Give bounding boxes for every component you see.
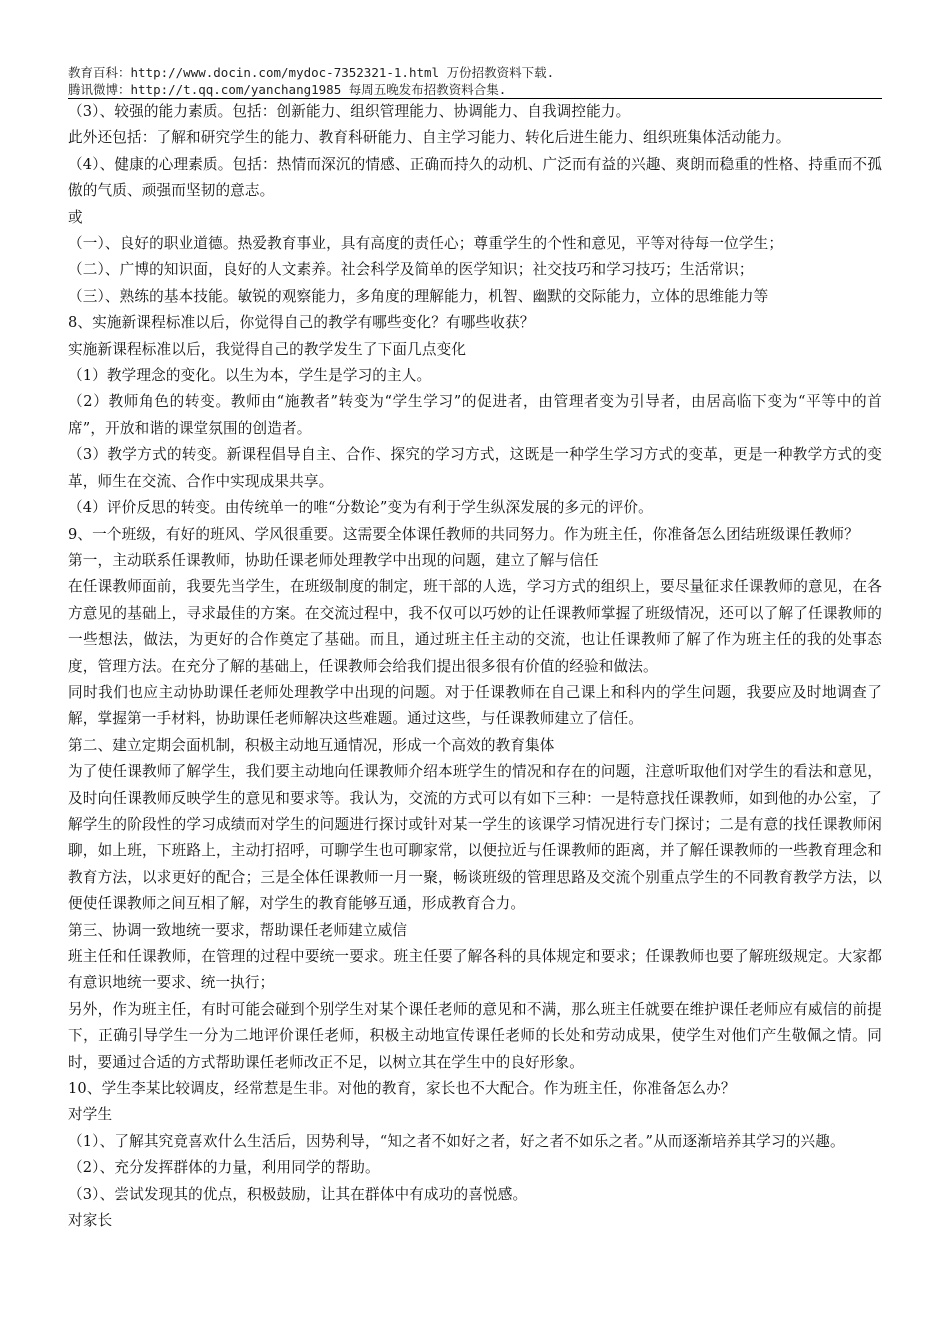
section-heading: 第二、建立定期会面机制，积极主动地互通情况，形成一个高效的教育集体 (68, 736, 555, 754)
paragraph: 同时我们也应主动协助课任老师处理教学中出现的问题。对于任课教师在自己课上和科内的学生问题，我要应及时地调查了解，掌握第一手材料，协助课任老师解决这些难题。通过这些，与任课教师建立了信任。 (68, 683, 882, 728)
paragraph: 此外还包括：了解和研究学生的能力、教育科研能力、自主学习能力、转化后进生能力、组织班集体活动能力。 (68, 129, 791, 147)
paragraph: 对家长 (68, 1212, 113, 1230)
paragraph: 在任课教师面前，我要先当学生，在班级制度的制定，班干部的人选，学习方式的组织上，要尽量征求任课教师的意见，在各方意见的基础上，寻求最佳的方案。在交流过程中，我不仅可以巧妙的让任课教师掌握了班级情况，还可以了解了任课教师的一些想法，做法，为更好的合作奠定了基础。而且，通过班主任主动的交流，也让任课教师了解了作为班主任的我的处事态度，管理方法。在充分了解的基础上，任课教师会给我们提出很多很有价值的经验和做法。 (68, 578, 882, 675)
document-body (68, 99, 882, 1234)
question-heading: 9、一个班级，有好的班风、学风很重要。这需要全体课任教师的共同努力。作为班主任，你准备怎么团结班级课任教师？ (68, 525, 859, 543)
paragraph: 另外，作为班主任，有时可能会碰到个别学生对某个课任老师的意见和不满，那么班主任就要在维护课任老师应有威信的前提下，正确引导学生一分为二地评价课任老师，积极主动地宣传课任老师的长处和劳动成果，使学生对他们产生敬佩之情。同时，要通过合适的方式帮助课任老师改正不足，以树立其在学生中的良好形象。 (68, 1000, 882, 1071)
question-heading: 8、实施新课程标准以后，你觉得自己的教学有哪些变化？有哪些收获？ (68, 314, 535, 332)
paragraph: （3）教学方式的转变。新课程倡导自主、合作、探究的学习方式，这既是一种学生学习方式的变革，更是一种教学方式的变革，师生在交流、合作中实现成果共享。 (68, 446, 882, 490)
paragraph: 或 (68, 208, 83, 226)
paragraph: （1）教学理念的变化。以生为本，学生是学习的主人。 (68, 367, 432, 385)
paragraph: （4）评价反思的转变。由传统单一的唯“分数论”变为有利于学生纵深发展的多元的评价。 (68, 499, 653, 517)
paragraph: （4）、健康的心理素质。包括：热情而深沉的情感、正确而持久的动机、广泛而有益的兴趣、爽朗而稳重的性格、持重而不孤傲的气质、顽强而坚韧的意志。 (68, 155, 882, 200)
paragraph: （三）、熟练的基本技能。敏锐的观察能力，多角度的理解能力，机智、幽默的交际能力，立体的思维能力等 (68, 287, 769, 305)
paragraph: （二）、广博的知识面，良好的人文素养。社会科学及简单的医学知识；社交技巧和学习技巧；生活常识； (68, 261, 754, 279)
paragraph: （1）、了解其究竟喜欢什么生活后，因势利导，“知之者不如好之者，好之者不如乐之者。”从而逐渐培养其学习的兴趣。 (68, 1132, 845, 1150)
paragraph: （2）、充分发挥群体的力量，利用同学的帮助。 (68, 1159, 380, 1177)
paragraph: （3）、较强的能力素质。包括：创新能力、组织管理能力、协调能力、自我调控能力。 (68, 103, 631, 120)
paragraph: （一）、良好的职业道德。热爱教育事业，具有高度的责任心；尊重学生的个性和意见，平等对待每一位学生； (68, 235, 784, 253)
paragraph: 为了使任课教师了解学生，我们要主动地向任课教师介绍本班学生的情况和存在的问题，注意听取他们对学生的看法和意见，及时向任课教师反映学生的意见和要求等。我认为，交流的方式可以有如下三种：一是特意找任课教师，如到他的办公室，了解学生的阶段性的学习成绩而对学生的问题进行探讨或针对某一学生的该课学习情况进行专门探讨；二是有意的找任课教师闲聊，如上班，下班路上，主动打招呼，可聊学生也可聊家常，以便拉近与任课教师的距离，并了解任课教师的一些教育理念和教育方法，以求更好的配合；三是全体任课教师一月一聚，畅谈班级的管理思路及交流个别重点学生的不同教育教学方法，以便使任课教师之间互相了解，对学生的教育能够互通，形成教育合力。 (68, 763, 882, 913)
paragraph: 班主任和任课教师，在管理的过程中要统一要求。班主任要了解各科的具体规定和要求；任课教师也要了解班级规定。大家都有意识地统一要求、统一执行； (68, 948, 882, 992)
header-line-docin[interactable]: 教育百科：http://www.docin.com/mydoc-7352321-1.html 万份招教资料下载. (68, 65, 555, 80)
document-page (68, 64, 882, 1234)
section-heading: 第一，主动联系任课教师，协助任课老师处理教学中出现的问题，建立了解与信任 (68, 551, 599, 569)
paragraph: （3）、尝试发现其的优点，积极鼓励，让其在群体中有成功的喜悦感。 (68, 1185, 528, 1203)
section-heading: 第三、协调一致地统一要求，帮助课任老师建立威信 (68, 921, 408, 939)
paragraph: 实施新课程标准以后，我觉得自己的教学发生了下面几点变化 (68, 340, 467, 358)
paragraph: 对学生 (68, 1106, 113, 1124)
question-heading: 10、学生李某比较调皮，经常惹是生非。对他的教育，家长也不大配合。作为班主任，你准备怎么办？ (68, 1080, 736, 1098)
page-header (68, 64, 882, 99)
paragraph: （2）教师角色的转变。教师由“施教者”转变为“学生学习”的促进者，由管理者变为引导者，由居高临下变为“平等中的首席”，开放和谐的课堂氛围的创造者。 (68, 393, 882, 437)
header-line-weibo[interactable]: 腾讯微博：http://t.qq.com/yanchang1985 每周五晚发布招教资料合集. (68, 82, 507, 97)
